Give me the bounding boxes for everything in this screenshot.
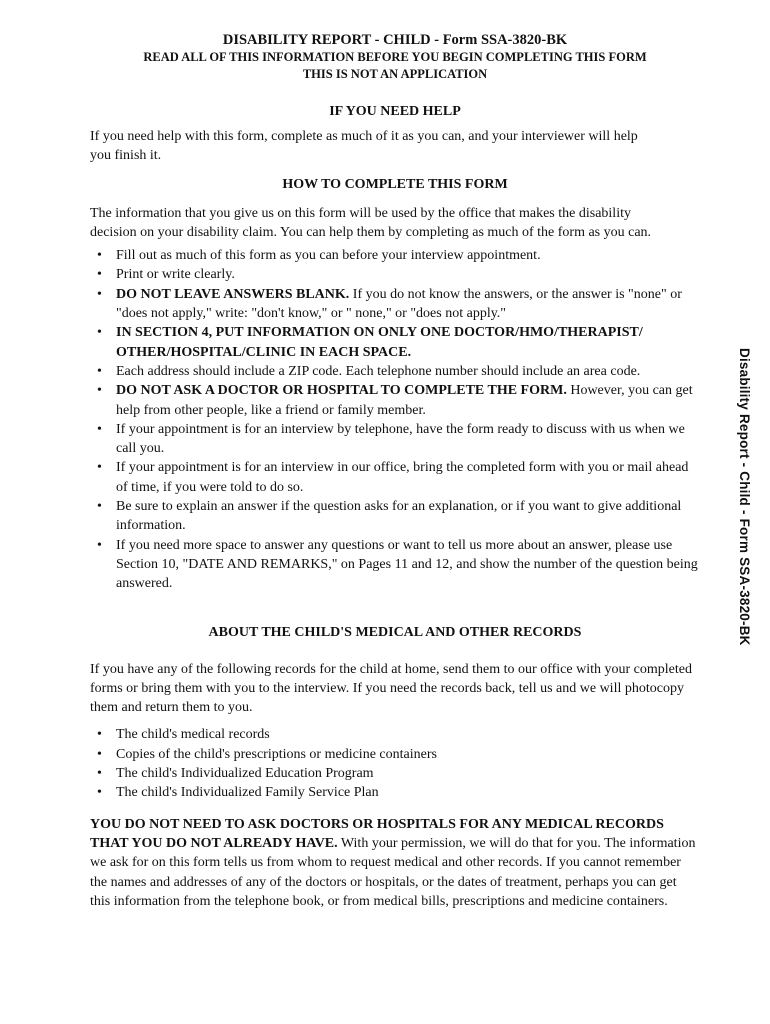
help-text: If you need help with this form, complete as much of it as you can, and your interviewer will help you finish it.	[90, 129, 638, 164]
not-application-notice: THIS IS NOT AN APPLICATION	[302, 67, 488, 81]
records-intro: If you have any of the following records for the child at home, send them to our office with your completed forms or bring them with you to the interview. If you need the records back, tell us and we will photocopy them and return them to you.	[90, 661, 692, 716]
how-intro: The information that you give us on this form will be used by the office that makes the disability decision on your disability claim. You can help them by completing as much of the form as you can.	[90, 205, 652, 240]
list-item: • IN SECTION 4, PUT INFORMATION ON ONLY ONE DOCTOR/HMO/THERAPIST/ OTHER/HOSPITAL/CLINIC IN EACH SPACE.	[90, 323, 700, 362]
list-item: • The child's Individualized Education Program	[90, 764, 700, 783]
list-item: • If your appointment is for an interview in our office, bring the completed form with you or mail ahead of time, if you were told to do so.	[90, 458, 700, 497]
list-item: • DO NOT ASK A DOCTOR OR HOSPITAL TO COMPLETE THE FORM. However, you can get help from other people, like a friend or family member.	[90, 381, 700, 420]
list-item: • DO NOT LEAVE ANSWERS BLANK. If you do not know the answers, or the answer is "none" or "does not apply," write: "don't know," or " none," or "does not apply."	[90, 285, 700, 324]
list-item: • If your appointment is for an interview by telephone, have the form ready to discuss with us when we call you.	[90, 420, 700, 459]
list-item: • Print or write clearly.	[90, 265, 700, 284]
help-heading: IF YOU NEED HELP	[329, 104, 461, 119]
records-note: YOU DO NOT NEED TO ASK DOCTORS OR HOSPITALS FOR ANY MEDICAL RECORDS THAT YOU DO NOT ALREADY HAVE. With your permission, we will do that for you. The information we ask for on this form tells us from whom to request medical and other records. If you cannot remember the names and addresses of any of the doctors or hospitals, or the dates of treatment, perhaps you can get this information from the telephone book, or from medical bills, prescriptions and medicine containers.	[90, 816, 696, 909]
form-page	[90, 28, 700, 911]
read-instruction: READ ALL OF THIS INFORMATION BEFORE YOU BEGIN COMPLETING THIS FORM	[143, 50, 647, 64]
list-item: • The child's medical records	[90, 725, 700, 744]
list-item: • If you need more space to answer any questions or want to tell us more about an answer, please use Section 10, "DATE AND REMARKS," on Pages 11 and 12, and show the number of the question being answered.	[90, 536, 700, 594]
records-heading: ABOUT THE CHILD'S MEDICAL AND OTHER RECORDS	[208, 624, 582, 640]
list-item: • Fill out as much of this form as you can before your interview appointment.	[90, 246, 700, 265]
instructions-list	[90, 246, 700, 593]
records-list	[90, 725, 700, 802]
list-item: • Be sure to explain an answer if the question asks for an explanation, or if you want to give additional information.	[90, 497, 700, 536]
side-label: Disability Report - Child - Form SSA-3820-BK	[737, 348, 752, 646]
list-item: • Copies of the child's prescriptions or medicine containers	[90, 745, 700, 764]
list-item: • Each address should include a ZIP code. Each telephone number should include an area code.	[90, 362, 700, 381]
list-item: • The child's Individualized Family Service Plan	[90, 783, 700, 802]
how-heading: HOW TO COMPLETE THIS FORM	[282, 176, 508, 192]
form-title: DISABILITY REPORT - CHILD - Form SSA-3820-BK	[222, 32, 568, 48]
